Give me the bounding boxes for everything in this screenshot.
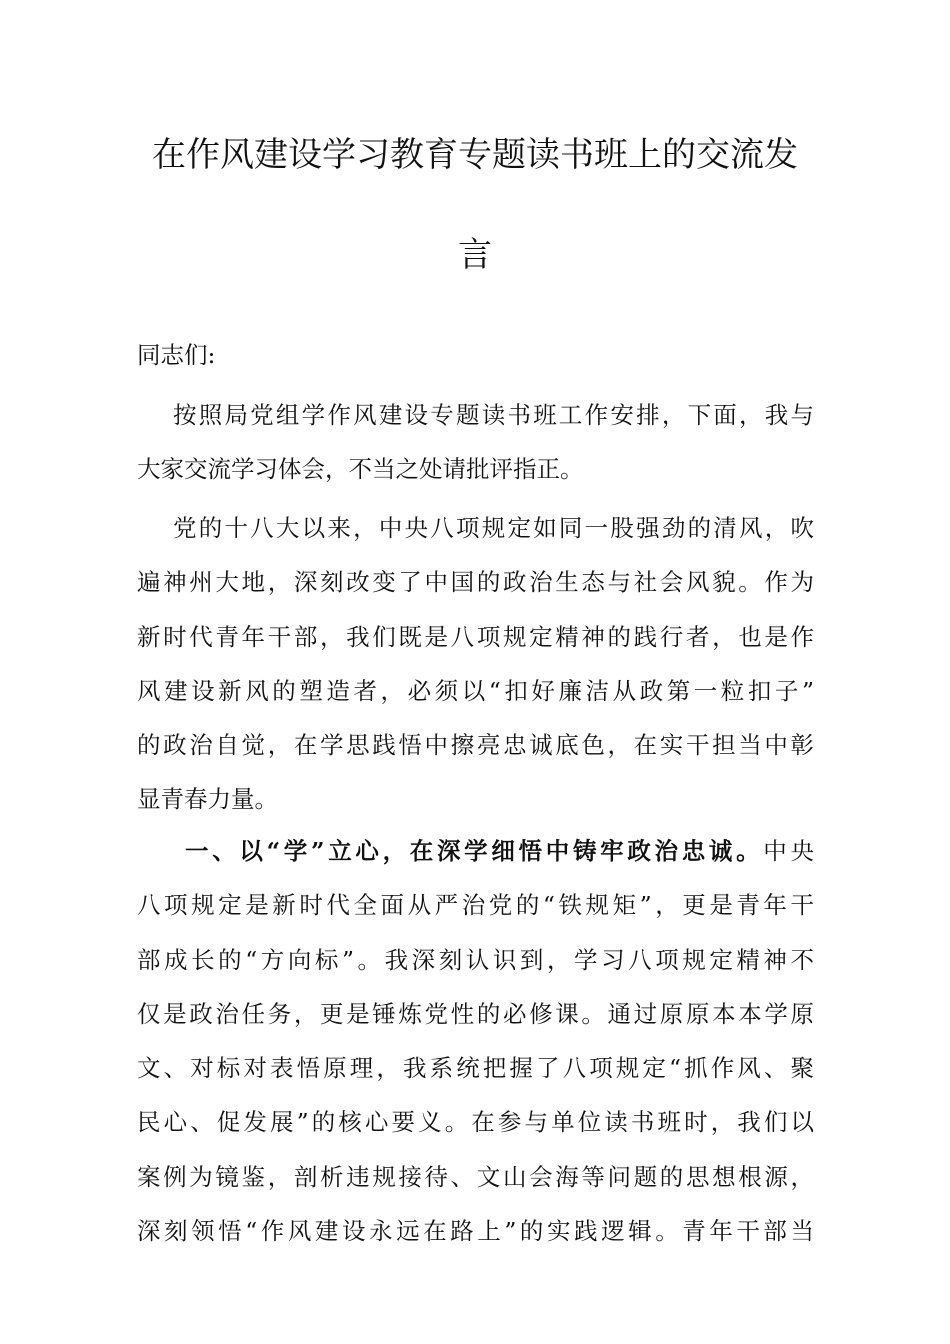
paragraph-line: 遍神州大地，深刻改变了中国的政治生态与社会风貌。作为: [137, 568, 814, 597]
section-heading-line: [137, 824, 814, 878]
paragraph-line: 的政治自觉，在学思践悟中擦亮忠诚底色，在实干担当中彰: [137, 731, 814, 760]
section-heading: 一、以“学”立心，在深学细悟中铸牢政治忠诚。: [185, 837, 764, 865]
paragraph-line: 显青春力量。: [137, 785, 278, 814]
document-title-line-2: 言: [458, 235, 492, 275]
paragraph-2: [137, 501, 814, 827]
paragraph-1: [137, 388, 814, 497]
document-title-line-1: 在作风建设学习教育专题读书班上的交流发: [152, 135, 798, 175]
paragraph-line: 案例为镜鉴，剖析违规接待、文山会海等问题的思想根源，: [137, 1162, 814, 1191]
paragraph-line: 深刻领悟“作风建设永远在路上”的实践逻辑。青年干部当: [137, 1217, 814, 1246]
paragraph-line: 新时代青年干部，我们既是八项规定精神的践行者，也是作: [137, 622, 814, 651]
greeting-text: 同志们:: [137, 341, 216, 369]
paragraph-line: 风建设新风的塑造者，必须以“扣好廉洁从政第一粒扣子”: [137, 676, 814, 705]
paragraph-text: 中央: [763, 837, 814, 865]
paragraph-line: 民心、促发展”的核心要义。在参与单位读书班时，我们以: [137, 1108, 814, 1137]
paragraph-line: 部成长的“方向标”。我深刻认识到，学习八项规定精神不: [137, 945, 814, 974]
section-1: [137, 824, 814, 1258]
paragraph-line: 党的十八大以来，中央八项规定如同一股强劲的清风，吹: [173, 514, 814, 542]
paragraph-line: 仅是政治任务，更是锤炼党性的必修课。通过原原本本学原: [137, 999, 814, 1028]
paragraph-line: 文、对标对表悟原理，我系统把握了八项规定“抓作风、聚: [137, 1054, 814, 1083]
greeting: [137, 328, 814, 382]
paragraph-line: 按照局党组学作风建设专题读书班工作安排，下面，我与: [173, 401, 814, 429]
paragraph-line: 八项规定是新时代全面从严治党的“铁规矩”，更是青年干: [137, 891, 814, 920]
paragraph-line: 大家交流学习体会，不当之处请批评指正。: [137, 455, 584, 484]
